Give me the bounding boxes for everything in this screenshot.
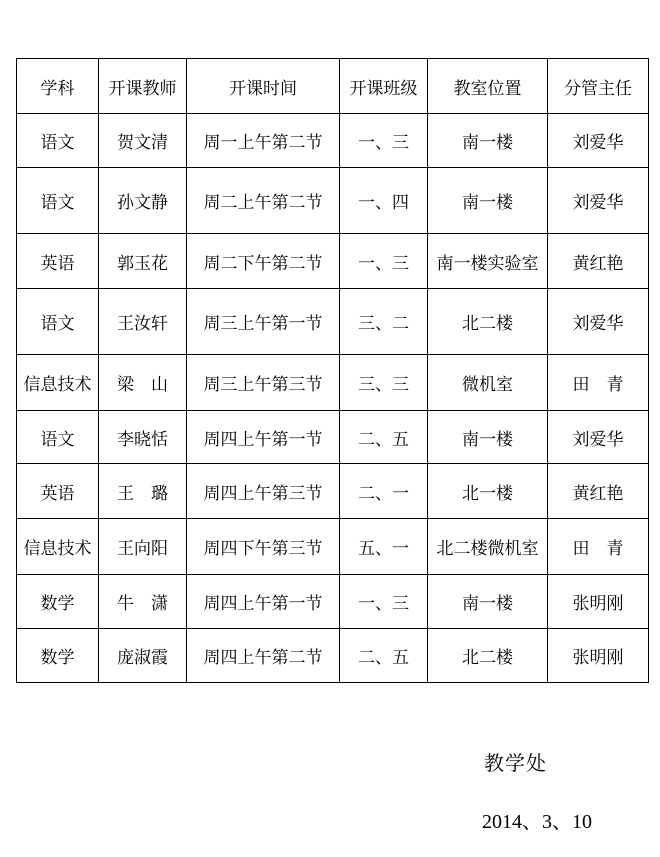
cell-director: 张明刚 (548, 629, 649, 683)
cell-classroom: 北二楼微机室 (428, 519, 548, 575)
cell-classroom: 南一楼 (428, 114, 548, 168)
cell-classroom: 南一楼 (428, 575, 548, 629)
cell-time: 周三上午第一节 (187, 289, 340, 355)
cell-subject: 语文 (17, 114, 99, 168)
cell-director: 刘爱华 (548, 114, 649, 168)
cell-subject: 语文 (17, 168, 99, 234)
cell-subject: 信息技术 (17, 355, 99, 411)
header-class: 开课班级 (340, 59, 428, 114)
cell-classroom: 北二楼 (428, 289, 548, 355)
table-row (17, 411, 649, 464)
cell-time: 周二上午第二节 (187, 168, 340, 234)
cell-teacher: 孙文静 (99, 168, 187, 234)
cell-time: 周四下午第三节 (187, 519, 340, 575)
cell-teacher: 梁 山 (99, 355, 187, 411)
cell-time: 周三上午第三节 (187, 355, 340, 411)
cell-class: 三、二 (340, 289, 428, 355)
cell-teacher: 王 璐 (99, 464, 187, 519)
open-class-schedule-table (16, 58, 649, 683)
cell-teacher: 李晓恬 (99, 411, 187, 464)
cell-time: 周四上午第二节 (187, 629, 340, 683)
cell-director: 刘爱华 (548, 289, 649, 355)
issue-date: 2014、3、10 (482, 811, 592, 833)
cell-director: 张明刚 (548, 575, 649, 629)
cell-time: 周一上午第二节 (187, 114, 340, 168)
table-row (17, 289, 649, 355)
cell-director: 黄红艳 (548, 464, 649, 519)
cell-teacher: 郭玉花 (99, 234, 187, 289)
cell-director: 刘爱华 (548, 411, 649, 464)
cell-class: 五、一 (340, 519, 428, 575)
cell-director: 刘爱华 (548, 168, 649, 234)
table-row (17, 464, 649, 519)
cell-teacher: 王汝轩 (99, 289, 187, 355)
cell-director: 田 青 (548, 355, 649, 411)
table-row (17, 629, 649, 683)
table-row (17, 519, 649, 575)
cell-teacher: 庞淑霞 (99, 629, 187, 683)
cell-subject: 语文 (17, 289, 99, 355)
header-teacher: 开课教师 (99, 59, 187, 114)
cell-teacher: 贺文清 (99, 114, 187, 168)
cell-subject: 信息技术 (17, 519, 99, 575)
cell-time: 周二下午第二节 (187, 234, 340, 289)
table-row (17, 575, 649, 629)
cell-class: 三、三 (340, 355, 428, 411)
cell-time: 周四上午第一节 (187, 575, 340, 629)
cell-director: 黄红艳 (548, 234, 649, 289)
table-row (17, 234, 649, 289)
cell-class: 一、三 (340, 234, 428, 289)
cell-classroom: 微机室 (428, 355, 548, 411)
cell-teacher: 牛 潇 (99, 575, 187, 629)
header-time: 开课时间 (187, 59, 340, 114)
cell-class: 一、四 (340, 168, 428, 234)
cell-subject: 语文 (17, 411, 99, 464)
cell-classroom: 南一楼实验室 (428, 234, 548, 289)
header-classroom: 教室位置 (428, 59, 548, 114)
cell-time: 周四上午第一节 (187, 411, 340, 464)
issuing-office: 教学处 (484, 751, 547, 775)
cell-class: 二、五 (340, 629, 428, 683)
table-row (17, 168, 649, 234)
cell-classroom: 南一楼 (428, 411, 548, 464)
cell-time: 周四上午第三节 (187, 464, 340, 519)
cell-teacher: 王向阳 (99, 519, 187, 575)
cell-class: 二、一 (340, 464, 428, 519)
cell-class: 一、三 (340, 575, 428, 629)
cell-subject: 数学 (17, 629, 99, 683)
header-director: 分管主任 (548, 59, 649, 114)
table-row (17, 114, 649, 168)
cell-class: 一、三 (340, 114, 428, 168)
cell-director: 田 青 (548, 519, 649, 575)
table-row (17, 355, 649, 411)
header-subject: 学科 (17, 59, 99, 114)
cell-classroom: 南一楼 (428, 168, 548, 234)
cell-subject: 数学 (17, 575, 99, 629)
cell-class: 二、五 (340, 411, 428, 464)
cell-classroom: 北一楼 (428, 464, 548, 519)
cell-subject: 英语 (17, 464, 99, 519)
cell-subject: 英语 (17, 234, 99, 289)
table-header-row (17, 59, 649, 114)
cell-classroom: 北二楼 (428, 629, 548, 683)
